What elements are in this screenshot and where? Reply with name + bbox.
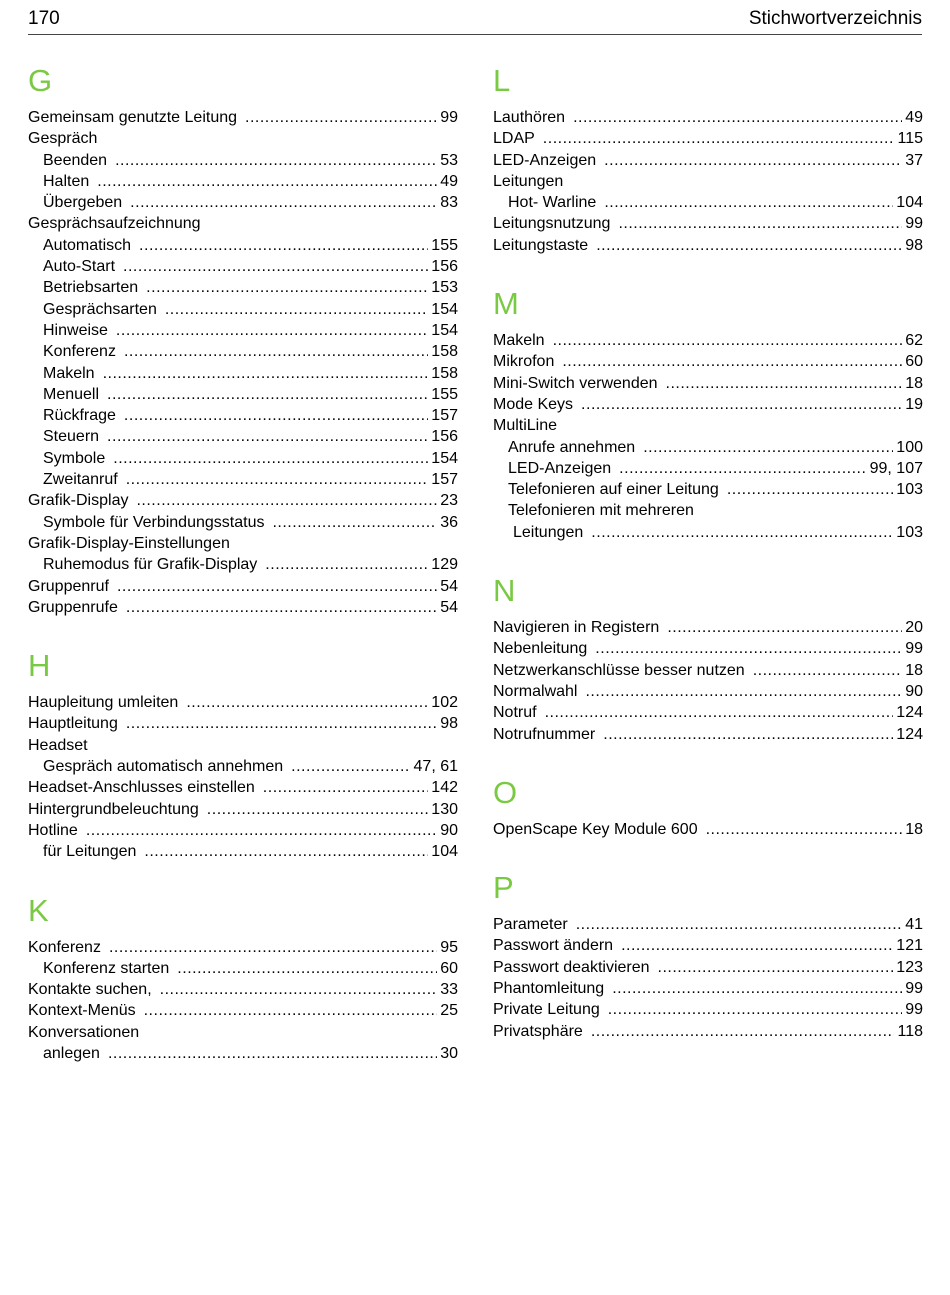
dot-leader bbox=[621, 935, 893, 956]
entry-term: Auto-Start bbox=[43, 258, 116, 276]
index-subentry bbox=[28, 341, 458, 362]
index-entry bbox=[28, 979, 458, 1000]
dot-leader bbox=[107, 426, 428, 447]
index-entry bbox=[493, 724, 923, 745]
entry-page-number: 130 bbox=[431, 800, 458, 818]
entry-term: Konferenz starten bbox=[43, 959, 170, 977]
entry-page-number: 103 bbox=[896, 481, 923, 499]
dot-leader bbox=[108, 1043, 437, 1064]
dot-leader bbox=[543, 128, 895, 149]
entry-page-number: 95 bbox=[440, 938, 458, 956]
index-section-g bbox=[28, 64, 458, 618]
entry-term: Phantomleitung bbox=[493, 980, 605, 998]
entry-term: Hintergrundbeleuchtung bbox=[28, 800, 199, 818]
dot-leader bbox=[591, 522, 893, 543]
entry-page-number: 18 bbox=[905, 820, 923, 838]
entry-page-number: 155 bbox=[431, 236, 458, 254]
index-section-h bbox=[28, 649, 458, 862]
dot-leader bbox=[562, 351, 902, 372]
dot-leader bbox=[144, 841, 428, 862]
entry-term: Gesprächsaufzeichnung bbox=[28, 215, 201, 233]
index-entry bbox=[493, 617, 923, 638]
entry-term: anlegen bbox=[43, 1044, 100, 1062]
index-entry bbox=[493, 351, 923, 372]
index-subentry bbox=[28, 171, 458, 192]
dot-leader bbox=[585, 681, 902, 702]
entry-page-number: 98 bbox=[905, 236, 923, 254]
index-entry bbox=[28, 735, 458, 756]
entry-term: Symbole für Verbindungsstatus bbox=[43, 513, 265, 531]
index-subentry bbox=[28, 256, 458, 277]
dot-leader bbox=[160, 979, 438, 1000]
dot-leader bbox=[245, 107, 437, 128]
dot-leader bbox=[116, 320, 428, 341]
entry-page-number: 25 bbox=[440, 1002, 458, 1020]
entry-page-number: 49 bbox=[440, 172, 458, 190]
dot-leader bbox=[272, 512, 437, 533]
index-subentry bbox=[28, 405, 458, 426]
entry-term: Passwort deaktivieren bbox=[493, 958, 650, 976]
entry-page-number: 54 bbox=[440, 577, 458, 595]
entry-page-number: 18 bbox=[905, 374, 923, 392]
index-entry bbox=[493, 150, 923, 171]
index-entry bbox=[493, 373, 923, 394]
entry-term: Betriebsarten bbox=[43, 279, 139, 297]
entry-term: Grafik-Display bbox=[28, 492, 129, 510]
dot-leader bbox=[576, 914, 903, 935]
index-subentry bbox=[28, 426, 458, 447]
entry-term: Konferenz bbox=[28, 938, 101, 956]
index-subentry bbox=[28, 958, 458, 979]
page-number: 170 bbox=[28, 8, 60, 29]
entry-term: Menuell bbox=[43, 385, 100, 403]
entry-term: Gesprächsarten bbox=[43, 300, 157, 318]
entry-term: LED-Anzeigen bbox=[493, 151, 597, 169]
entry-term: Passwort ändern bbox=[493, 937, 614, 955]
dot-leader bbox=[126, 597, 437, 618]
index-entry bbox=[28, 1022, 458, 1043]
dot-leader bbox=[146, 277, 428, 298]
entry-term: Konferenz bbox=[43, 343, 116, 361]
index-column-right bbox=[493, 64, 923, 1073]
dot-leader bbox=[97, 171, 437, 192]
dot-leader bbox=[603, 724, 893, 745]
entry-term: für Leitungen bbox=[43, 843, 137, 861]
index-subentry bbox=[28, 1043, 458, 1064]
index-subentry bbox=[28, 512, 458, 533]
index-entry bbox=[493, 978, 923, 999]
entry-term: Halten bbox=[43, 172, 90, 190]
entry-page-number: 99, 107 bbox=[869, 459, 923, 477]
entry-page-number: 90 bbox=[440, 821, 458, 839]
dot-leader bbox=[604, 150, 902, 171]
section-letter: G bbox=[28, 63, 53, 98]
entry-term: Leitungen bbox=[513, 523, 584, 541]
index-entry bbox=[28, 213, 458, 234]
entry-page-number: 98 bbox=[440, 715, 458, 733]
entry-term: Anrufe annehmen bbox=[508, 438, 636, 456]
entry-page-number: 30 bbox=[440, 1044, 458, 1062]
index-subentry bbox=[28, 277, 458, 298]
entry-page-number: 157 bbox=[431, 471, 458, 489]
entry-term: Makeln bbox=[493, 332, 545, 350]
index-entry bbox=[28, 597, 458, 618]
index-entry bbox=[28, 128, 458, 149]
index-subentry bbox=[28, 235, 458, 256]
dot-leader bbox=[144, 1000, 438, 1021]
entry-term: Navigieren in Registern bbox=[493, 619, 660, 637]
index-subentry bbox=[28, 448, 458, 469]
entry-term: Kontext-Menüs bbox=[28, 1002, 136, 1020]
entry-page-number: 123 bbox=[896, 958, 923, 976]
index-entry bbox=[28, 777, 458, 798]
entry-page-number: 154 bbox=[431, 300, 458, 318]
entry-term: LDAP bbox=[493, 130, 535, 148]
entry-page-number: 104 bbox=[896, 194, 923, 212]
entry-page-number: 100 bbox=[896, 438, 923, 456]
index-section-m bbox=[493, 287, 923, 543]
index-entry bbox=[493, 107, 923, 128]
section-letter: L bbox=[493, 63, 511, 98]
dot-leader bbox=[107, 384, 428, 405]
entry-page-number: 154 bbox=[431, 321, 458, 339]
section-letter: O bbox=[493, 774, 518, 810]
entry-page-number: 124 bbox=[896, 704, 923, 722]
index-entry bbox=[493, 660, 923, 681]
entry-page-number: 156 bbox=[431, 258, 458, 276]
page-header bbox=[28, 6, 922, 35]
entry-page-number: 99 bbox=[440, 109, 458, 126]
dot-leader bbox=[86, 820, 437, 841]
entry-page-number: 60 bbox=[905, 353, 923, 371]
index-entry bbox=[493, 171, 923, 192]
dot-leader bbox=[595, 638, 902, 659]
entry-term: Symbole bbox=[43, 449, 106, 467]
index-entry bbox=[28, 692, 458, 713]
section-letter: M bbox=[493, 286, 519, 322]
entry-term: Telefonieren auf einer Leitung bbox=[508, 481, 719, 499]
entry-term: Notrufnummer bbox=[493, 725, 596, 743]
index-entry bbox=[493, 681, 923, 702]
index-column-left bbox=[28, 64, 458, 1095]
index-entry bbox=[28, 1000, 458, 1021]
entry-term: Hot- Warline bbox=[508, 194, 597, 212]
entry-term: Beenden bbox=[43, 151, 108, 169]
entry-page-number: 20 bbox=[905, 619, 923, 637]
dot-leader bbox=[124, 405, 428, 426]
entry-page-number: 83 bbox=[440, 194, 458, 212]
index-entry bbox=[493, 128, 923, 149]
index-entry bbox=[28, 107, 458, 128]
dot-leader bbox=[667, 617, 902, 638]
index-subentry bbox=[493, 522, 923, 543]
dot-leader bbox=[126, 469, 429, 490]
section-letter: N bbox=[493, 573, 516, 609]
index-subentry bbox=[28, 363, 458, 384]
entry-term: Leitungen bbox=[493, 172, 564, 190]
section-letter: P bbox=[493, 870, 514, 906]
dot-leader bbox=[596, 235, 902, 256]
index-entry bbox=[493, 819, 923, 840]
dot-leader bbox=[136, 490, 437, 511]
index-entry bbox=[493, 330, 923, 351]
index-subentry bbox=[493, 437, 923, 458]
entry-term: Parameter bbox=[493, 916, 568, 934]
entry-term: Mikrofon bbox=[493, 353, 555, 371]
section-letter: H bbox=[28, 648, 51, 684]
page-title: Stichwortverzeichnis bbox=[748, 8, 922, 29]
entry-term: Hauptleitung bbox=[28, 715, 118, 733]
dot-leader bbox=[753, 660, 903, 681]
entry-page-number: 53 bbox=[440, 151, 458, 169]
entry-term: Telefonieren mit mehreren bbox=[508, 502, 694, 520]
entry-term: Gespräch automatisch annehmen bbox=[43, 758, 284, 776]
entry-page-number: 23 bbox=[440, 492, 458, 510]
entry-page-number: 153 bbox=[431, 279, 458, 297]
entry-page-number: 154 bbox=[431, 449, 458, 467]
dot-leader bbox=[553, 330, 903, 351]
dot-leader bbox=[123, 256, 428, 277]
entry-page-number: 19 bbox=[905, 395, 923, 413]
entry-term: Makeln bbox=[43, 364, 95, 382]
dot-leader bbox=[291, 756, 410, 777]
entry-term: Nebenleitung bbox=[493, 640, 588, 658]
entry-page-number: 90 bbox=[905, 682, 923, 700]
entry-page-number: 129 bbox=[431, 556, 458, 574]
entry-term: Privatsphäre bbox=[493, 1022, 583, 1040]
index-entry bbox=[493, 914, 923, 935]
entry-page-number: 18 bbox=[905, 661, 923, 679]
entry-term: Leitungstaste bbox=[493, 236, 589, 254]
index-entry bbox=[28, 937, 458, 958]
entry-page-number: 102 bbox=[431, 694, 458, 712]
index-subentry bbox=[493, 500, 923, 521]
entry-term: Mode Keys bbox=[493, 395, 574, 413]
index-entry bbox=[493, 415, 923, 436]
index-subentry bbox=[28, 320, 458, 341]
dot-leader bbox=[186, 692, 428, 713]
index-entry bbox=[28, 533, 458, 554]
index-subentry bbox=[28, 384, 458, 405]
dot-leader bbox=[109, 937, 437, 958]
dot-leader bbox=[139, 235, 428, 256]
entry-term: Gemeinsam genutzte Leitung bbox=[28, 109, 238, 126]
index-entry bbox=[493, 213, 923, 234]
index-subentry bbox=[28, 469, 458, 490]
entry-term: Hinweise bbox=[43, 321, 108, 339]
entry-term: Mini-Switch verwenden bbox=[493, 374, 658, 392]
entry-term: Normalwahl bbox=[493, 682, 578, 700]
entry-page-number: 104 bbox=[431, 843, 458, 861]
index-section-p bbox=[493, 871, 923, 1042]
dot-leader bbox=[619, 458, 866, 479]
index-subentry bbox=[493, 192, 923, 213]
index-section-o bbox=[493, 776, 923, 840]
dot-leader bbox=[658, 957, 894, 978]
entry-page-number: 121 bbox=[896, 937, 923, 955]
entry-page-number: 158 bbox=[431, 364, 458, 382]
dot-leader bbox=[706, 819, 903, 840]
entry-term: LED-Anzeigen bbox=[508, 459, 612, 477]
entry-term: Netzwerkanschlüsse besser nutzen bbox=[493, 661, 745, 679]
entry-term: Headset bbox=[28, 736, 88, 754]
entry-page-number: 115 bbox=[897, 130, 923, 148]
entry-page-number: 47, 61 bbox=[413, 758, 458, 776]
entry-term: Grafik-Display-Einstellungen bbox=[28, 534, 230, 552]
entry-term: Gruppenrufe bbox=[28, 598, 118, 616]
entry-page-number: 157 bbox=[431, 407, 458, 425]
entry-page-number: 41 bbox=[905, 916, 923, 934]
index-entry bbox=[28, 713, 458, 734]
entry-term: Lauthören bbox=[493, 109, 566, 126]
dot-leader bbox=[608, 999, 902, 1020]
section-letter: K bbox=[28, 892, 49, 928]
entry-page-number: 156 bbox=[431, 428, 458, 446]
entry-page-number: 103 bbox=[896, 523, 923, 541]
index-entry bbox=[28, 576, 458, 597]
dot-leader bbox=[591, 1021, 895, 1042]
entry-term: Kontakte suchen, bbox=[28, 981, 152, 999]
dot-leader bbox=[573, 107, 902, 128]
entry-page-number: 99 bbox=[905, 640, 923, 658]
entry-page-number: 118 bbox=[897, 1022, 923, 1040]
index-section-n bbox=[493, 574, 923, 745]
index-subentry bbox=[28, 554, 458, 575]
entry-term: Private Leitung bbox=[493, 1001, 600, 1019]
entry-term: Steuern bbox=[43, 428, 100, 446]
index-subentry bbox=[28, 841, 458, 862]
dot-leader bbox=[643, 437, 893, 458]
entry-term: Notruf bbox=[493, 704, 537, 722]
entry-page-number: 99 bbox=[905, 980, 923, 998]
dot-leader bbox=[545, 702, 894, 723]
entry-term: Gruppenruf bbox=[28, 577, 109, 595]
entry-term: Rückfrage bbox=[43, 407, 116, 425]
index-section-k bbox=[28, 894, 458, 1065]
entry-term: Gespräch bbox=[28, 130, 98, 148]
index-entry bbox=[493, 235, 923, 256]
dot-leader bbox=[165, 299, 428, 320]
entry-term: Ruhemodus für Grafik-Display bbox=[43, 556, 258, 574]
index-entry bbox=[493, 957, 923, 978]
entry-page-number: 142 bbox=[431, 779, 458, 797]
index-entry bbox=[493, 638, 923, 659]
index-entry bbox=[493, 999, 923, 1020]
entry-term: Leitungsnutzung bbox=[493, 215, 611, 233]
index-entry bbox=[28, 799, 458, 820]
index-subentry bbox=[28, 150, 458, 171]
dot-leader bbox=[177, 958, 437, 979]
dot-leader bbox=[666, 373, 903, 394]
entry-page-number: 155 bbox=[431, 385, 458, 403]
entry-page-number: 33 bbox=[440, 981, 458, 999]
entry-term: Übergeben bbox=[43, 194, 123, 212]
dot-leader bbox=[581, 394, 902, 415]
dot-leader bbox=[618, 213, 902, 234]
entry-page-number: 62 bbox=[905, 332, 923, 350]
entry-page-number: 37 bbox=[905, 151, 923, 169]
entry-term: Headset-Anschlusses einstellen bbox=[28, 779, 255, 797]
index-entry bbox=[493, 702, 923, 723]
entry-page-number: 60 bbox=[440, 959, 458, 977]
dot-leader bbox=[727, 479, 893, 500]
entry-term: Konversationen bbox=[28, 1023, 140, 1041]
index-entry bbox=[28, 820, 458, 841]
entry-page-number: 124 bbox=[896, 725, 923, 743]
index-subentry bbox=[28, 299, 458, 320]
entry-term: OpenScape Key Module 600 bbox=[493, 820, 698, 838]
index-subentry bbox=[28, 756, 458, 777]
entry-page-number: 158 bbox=[431, 343, 458, 361]
index-entry bbox=[493, 935, 923, 956]
dot-leader bbox=[130, 192, 437, 213]
index-section-l bbox=[493, 64, 923, 256]
dot-leader bbox=[103, 363, 429, 384]
index-entry bbox=[28, 490, 458, 511]
index-subentry bbox=[28, 192, 458, 213]
entry-page-number: 49 bbox=[905, 109, 923, 126]
entry-term: Automatisch bbox=[43, 236, 132, 254]
entry-page-number: 36 bbox=[440, 513, 458, 531]
dot-leader bbox=[126, 713, 437, 734]
entry-page-number: 54 bbox=[440, 598, 458, 616]
index-subentry bbox=[493, 479, 923, 500]
dot-leader bbox=[265, 554, 428, 575]
dot-leader bbox=[604, 192, 893, 213]
dot-leader bbox=[117, 576, 437, 597]
dot-leader bbox=[113, 448, 428, 469]
index-entry bbox=[493, 394, 923, 415]
index-entry bbox=[493, 1021, 923, 1042]
dot-leader bbox=[115, 150, 437, 171]
entry-page-number: 99 bbox=[905, 1001, 923, 1019]
entry-term: Haupleitung umleiten bbox=[28, 694, 179, 712]
entry-term: Hotline bbox=[28, 821, 78, 839]
entry-page-number: 99 bbox=[905, 215, 923, 233]
index-subentry bbox=[493, 458, 923, 479]
entry-term: MultiLine bbox=[493, 417, 558, 435]
dot-leader bbox=[263, 777, 429, 798]
dot-leader bbox=[124, 341, 428, 362]
dot-leader bbox=[612, 978, 902, 999]
dot-leader bbox=[207, 799, 429, 820]
entry-term: Zweitanruf bbox=[43, 471, 118, 489]
